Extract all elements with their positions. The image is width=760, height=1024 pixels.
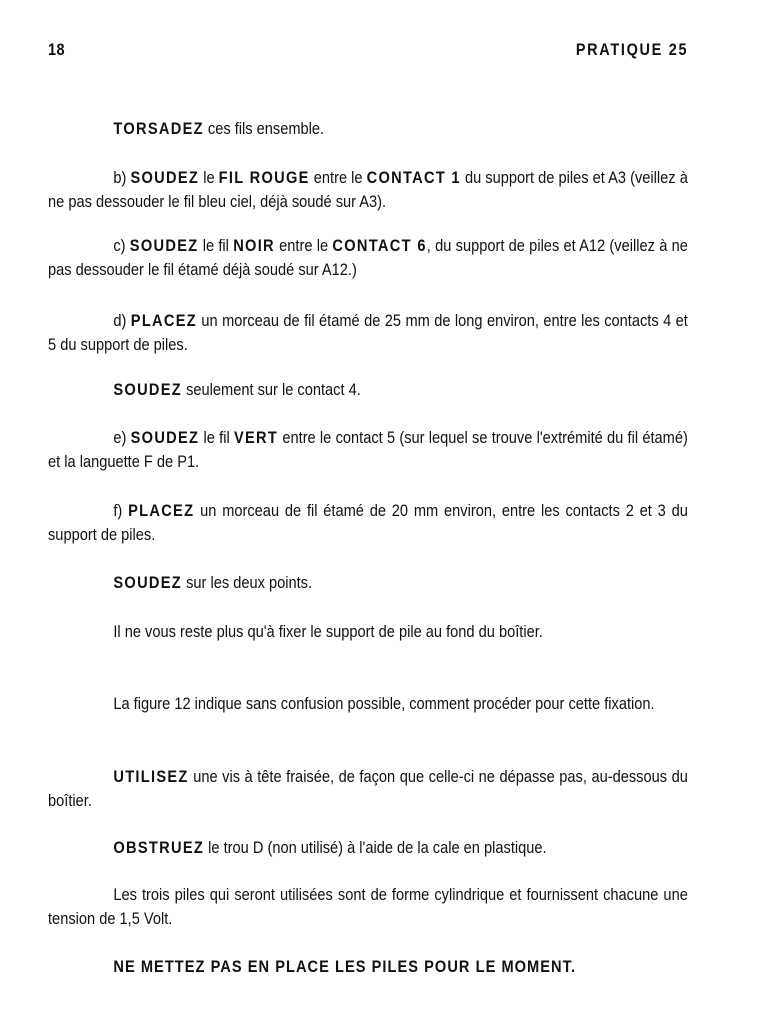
paragraph-text: Les trois piles qui seront utilisées sont de forme cylindrique et fournissent chacune une tension de 1,5 Volt. [48,885,688,928]
keyword: NOIR [233,236,275,255]
paragraph-step-c [48,234,688,282]
paragraph-text: le fil [198,236,234,255]
paragraph-step-b [48,166,688,214]
paragraph-text: , du support de piles et A12 (veillez à ne pas dessouder le fil étamé déjà soudé sur A12.) [48,236,688,279]
paragraph-warning [48,955,688,979]
paragraph-text: entre le contact 5 (sur lequel se trouve l'extrémité du fil étamé) et la languette F de P1. [48,428,688,471]
paragraph-text: un morceau de fil étamé de 20 mm environ, entre les contacts 2 et 3 du support de piles. [48,501,688,544]
paragraph-soudez-contact-4 [48,378,688,402]
paragraph-text: le fil [199,428,234,447]
paragraph-text: ces fils ensemble. [203,119,325,138]
paragraph-text: sur les deux points. [182,573,313,592]
paragraph-fixer-support [48,620,688,644]
keyword: VERT [233,428,279,447]
page-number: 18 [48,40,65,59]
keyword: TORSADEZ [113,119,204,138]
step-label: f) [113,501,129,520]
keyword: OBSTRUEZ [113,838,205,857]
paragraph-step-f [48,499,688,547]
step-label: b) [113,168,131,187]
paragraph-soudez-deux-points [48,571,688,595]
warning-text: NE METTEZ PAS EN PLACE LES PILES POUR LE MOMENT. [113,957,577,976]
keyword: SOUDEZ [113,380,183,399]
paragraph-text: du support de piles et A3 (veillez à ne pas dessouder le fil bleu ciel, déjà soudé sur A3). [48,168,688,211]
keyword: UTILISEZ [113,767,189,786]
paragraph-text: le [199,168,219,187]
paragraph-obstruez [48,836,688,860]
paragraph-text: un morceau de fil étamé de 25 mm de long environ, entre les contacts 4 et 5 du support de piles. [48,311,688,354]
paragraph-text: La figure 12 indique sans confusion possible, comment procéder pour cette fixation. [113,694,655,713]
keyword: CONTACT 6 [332,236,427,255]
keyword: FIL ROUGE [218,168,310,187]
paragraph-text: entre le [274,236,333,255]
paragraph-utilisez [48,765,688,813]
keyword: SOUDEZ [130,428,200,447]
paragraph-torsadez [48,117,688,141]
paragraph-text: entre le [309,168,367,187]
keyword: PLACEZ [128,501,195,520]
paragraph-step-d [48,309,688,357]
keyword: SOUDEZ [129,236,199,255]
running-title: PRATIQUE 25 [575,40,688,59]
paragraph-figure-12 [48,692,688,716]
paragraph-step-e [48,426,688,474]
paragraph-text: seulement sur le contact 4. [182,380,361,399]
step-label: e) [113,428,131,447]
paragraph-text: une vis à tête fraisée, de façon que celle-ci ne dépasse pas, au-dessous du boîtier. [48,767,688,810]
keyword: SOUDEZ [113,573,183,592]
paragraph-text: Il ne vous reste plus qu'à fixer le support de pile au fond du boîtier. [113,622,543,641]
step-label: d) [113,311,131,330]
keyword: PLACEZ [130,311,198,330]
step-label: c) [113,236,130,255]
paragraph-piles [48,883,688,931]
keyword: SOUDEZ [130,168,200,187]
paragraph-text: le trou D (non utilisé) à l'aide de la cale en plastique. [204,838,547,857]
keyword: CONTACT 1 [366,168,461,187]
